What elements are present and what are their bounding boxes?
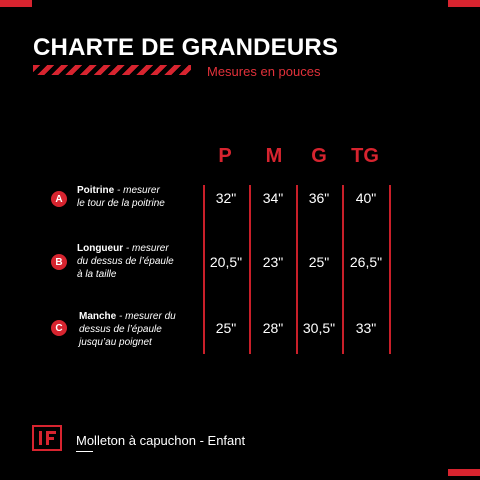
row-label-poitrine [77,184,165,210]
row-label-desc: - mesurer [114,185,160,196]
cell-manche-m: 28" [262,320,284,336]
corner-accent-top-left [0,0,32,7]
row-label-title: Manche [79,311,117,322]
cell-longueur-m: 23" [262,254,284,270]
cell-manche-tg: 33" [355,320,377,336]
corner-accent-top-right [448,0,480,7]
size-header-p: P [218,145,232,167]
row-label-desc: du dessus de l’épaule [77,256,174,267]
cell-longueur-tg: 26,5" [349,254,383,270]
row-label-title: Longueur [77,243,124,254]
row-label-desc: jusqu’au poignet [79,337,152,348]
cell-poitrine-p: 32" [215,190,237,206]
row-label-desc: - mesurer [123,243,169,254]
row-badge-a: A [51,191,67,207]
row-label-title: Poitrine [77,185,115,196]
row-label-desc: - mesurer du [116,311,176,322]
row-badge-b: B [51,254,67,270]
row-label-desc: le tour de la poitrine [77,198,165,209]
size-header-m: M [265,145,283,167]
brand-logo-icon [32,425,62,451]
row-badge-c: C [51,320,67,336]
row-label-desc: dessus de l’épaule [79,324,162,335]
hazard-stripes [33,65,191,75]
size-header-tg: TG [351,145,379,167]
cell-poitrine-g: 36" [308,190,330,206]
page-subtitle: Mesures en pouces [207,64,321,79]
cell-manche-p: 25" [215,320,237,336]
row-label-manche [79,310,176,349]
row-label-desc: à la taille [77,269,117,280]
page-title: CHARTE DE GRANDEURS [33,34,339,61]
corner-accent-bottom-right [448,469,480,476]
size-header-g: G [311,145,327,167]
product-name-underline [76,451,93,452]
cell-longueur-p: 20,5" [209,254,243,270]
cell-poitrine-m: 34" [262,190,284,206]
cell-poitrine-tg: 40" [355,190,377,206]
product-name: Molleton à capuchon - Enfant [76,433,246,448]
cell-longueur-g: 25" [308,254,330,270]
cell-manche-g: 30,5" [302,320,336,336]
row-label-longueur [77,242,174,281]
